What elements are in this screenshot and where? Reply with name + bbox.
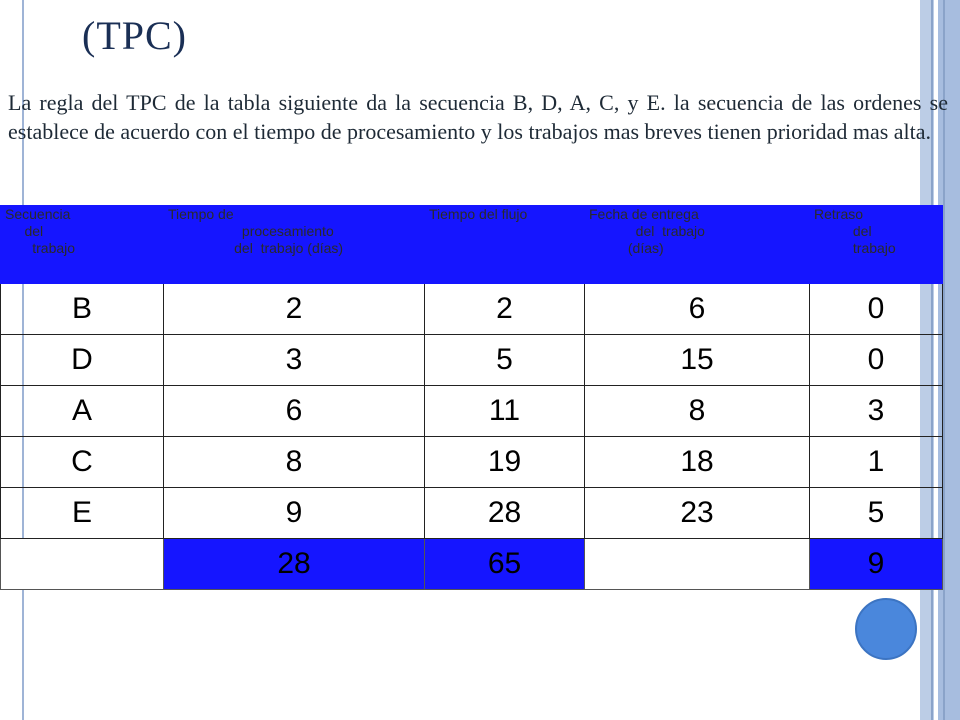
table-row bbox=[1, 386, 943, 437]
header-processing-time: Tiempo de procesamiento del trabajo (días) bbox=[164, 206, 425, 284]
totals-row bbox=[1, 539, 943, 590]
flow-time-cell: 11 bbox=[425, 386, 585, 437]
header-due-date: Fecha de entrega del trabajo (días) bbox=[585, 206, 810, 284]
due-date-cell: 15 bbox=[585, 335, 810, 386]
header-sequence: Secuencia del trabajo bbox=[1, 206, 164, 284]
processing-time-cell: 6 bbox=[164, 386, 425, 437]
decorative-circle bbox=[855, 598, 917, 660]
flow-time-cell: 28 bbox=[425, 488, 585, 539]
delay-cell: 1 bbox=[810, 437, 943, 488]
processing-time-cell: 2 bbox=[164, 284, 425, 335]
due-date-cell: 18 bbox=[585, 437, 810, 488]
job-cell: B bbox=[1, 284, 164, 335]
job-cell: E bbox=[1, 488, 164, 539]
intro-paragraph: La regla del TPC de la tabla siguiente da la secuencia B, D, A, C, y E. la secuencia de las ordenes se establece de acuerdo con el tiempo de procesamiento y los trabajos mas breves tienen prioridad mas alta. bbox=[8, 90, 948, 144]
due-date-cell: 8 bbox=[585, 386, 810, 437]
slide-title: (TPC) bbox=[82, 13, 187, 58]
flow-time-cell: 2 bbox=[425, 284, 585, 335]
table-row bbox=[1, 437, 943, 488]
total-processing-time: 28 bbox=[164, 539, 425, 590]
job-cell: C bbox=[1, 437, 164, 488]
due-date-cell: 6 bbox=[585, 284, 810, 335]
processing-time-cell: 3 bbox=[164, 335, 425, 386]
due-date-cell: 23 bbox=[585, 488, 810, 539]
total-flow-time: 65 bbox=[425, 539, 585, 590]
job-cell: A bbox=[1, 386, 164, 437]
delay-cell: 0 bbox=[810, 284, 943, 335]
processing-time-cell: 9 bbox=[164, 488, 425, 539]
table-row bbox=[1, 284, 943, 335]
header-delay: Retraso del trabajo bbox=[810, 206, 943, 284]
total-delay: 9 bbox=[810, 539, 943, 590]
delay-cell: 0 bbox=[810, 335, 943, 386]
header-flow-time: Tiempo del flujo bbox=[425, 206, 585, 284]
table-header-row bbox=[1, 206, 943, 284]
table-row bbox=[1, 488, 943, 539]
flow-time-cell: 19 bbox=[425, 437, 585, 488]
table-row bbox=[1, 335, 943, 386]
job-cell: D bbox=[1, 335, 164, 386]
delay-cell: 5 bbox=[810, 488, 943, 539]
flow-time-cell: 5 bbox=[425, 335, 585, 386]
totals-empty-cell bbox=[1, 539, 164, 590]
sequence-table bbox=[0, 205, 943, 590]
delay-cell: 3 bbox=[810, 386, 943, 437]
processing-time-cell: 8 bbox=[164, 437, 425, 488]
totals-empty-cell bbox=[585, 539, 810, 590]
